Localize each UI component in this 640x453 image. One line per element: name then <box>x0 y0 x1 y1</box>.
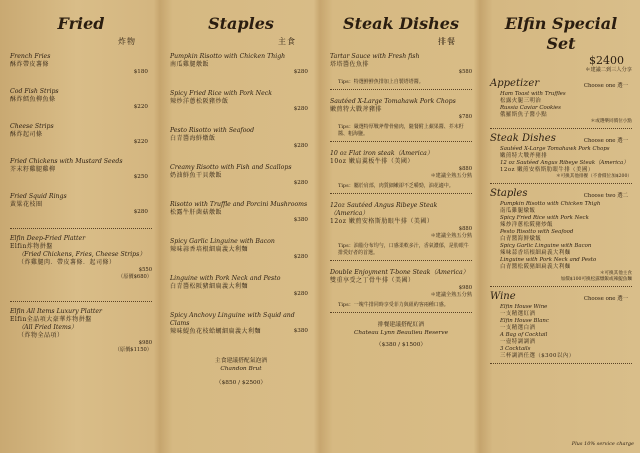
set-line: 松露火腿三明治 <box>500 98 542 104</box>
item-name-zh: 嫩煎特大戰斧豬排 <box>330 106 383 113</box>
choose-note: Choose two 選二 <box>583 193 628 199</box>
item-name-zh: 白青醬松阪豬細扁義大利麵 <box>170 283 249 290</box>
item-tip: Tips：嚴選特厚戰斧帶骨豬肉，隨餐附上蘋果醬、芥末籽醬、粗海鹽。 <box>338 124 464 137</box>
item-name-zh: 酥炸帶皮薯條 <box>10 61 50 68</box>
menu-item <box>10 193 152 215</box>
set-line: 一支精選白酒 <box>500 325 536 331</box>
platter-name-zh: Elfin全品項大豪華炸物拼盤 <box>10 316 92 323</box>
set-line: Sautéed X-Large Tomahawk Pork Chops <box>500 146 610 152</box>
item-price: $880 <box>458 166 472 172</box>
item-name-zh: 芥末籽雞腿雞柳 <box>10 166 56 173</box>
section-head: Wine <box>490 291 516 302</box>
divider <box>330 193 472 194</box>
steak-title: Steak Dishes <box>343 14 459 33</box>
item-note: ＊建議全熟五分熟 <box>430 292 472 298</box>
item-name-zh: 塔塔醬佐魚排 <box>330 61 370 68</box>
menu-item <box>330 53 472 90</box>
section-lines <box>500 304 632 360</box>
item-price: $880 <box>458 226 472 232</box>
set-line: Spicy Garlic Linguine with Bacon <box>500 243 592 249</box>
set-line: Spicy Fried Rice with Pork Neck <box>500 215 589 221</box>
item-tip: Tips：屬於肩部，肉質細嫩卻不乏嚼勁，油花適中。 <box>338 183 454 189</box>
pairing-wine: Chandon Brut <box>220 366 262 372</box>
set-line: 一壺特調調酒 <box>500 339 536 345</box>
item-name: Spicy Fried Rice with Pork Neck <box>170 90 272 97</box>
item-name-zh: 松露牛肝菌菇燉飯 <box>170 209 223 216</box>
luxury-platter <box>10 308 152 354</box>
item-name-zh: 10oz 嫩肩翼板牛排（美國） <box>330 158 414 165</box>
item-name-zh: 奶油鮮魚干貝燉飯 <box>170 172 223 179</box>
set-line: Pumpkin Risotto with Chicken Thigh <box>500 201 601 207</box>
item-name: Linguine with Pork Neck and Pesto <box>170 275 281 282</box>
set-line: 12 oz Sautéed Angus Ribeye Steak（America） <box>500 160 629 166</box>
item-name-zh: 白青醬海鮮燉飯 <box>170 135 216 142</box>
item-name: Spicy Anchovy Linguine with Squid and Clams <box>170 312 295 327</box>
item-name-zh: 南瓜雞腿燉飯 <box>170 61 210 68</box>
item-name: Spicy Garlic Linguine with Bacon <box>170 238 275 245</box>
special-price-note: ＊建議二到三人分享 <box>585 67 632 73</box>
staples-list <box>170 53 312 336</box>
section-lines <box>500 91 632 119</box>
item-price: $220 <box>133 139 148 145</box>
pairing-price: （$380 / $1500） <box>375 342 427 348</box>
item-name: 10 oz Flat iron steak（America） <box>330 150 434 157</box>
steak-pairing <box>330 321 472 349</box>
item-name: Risotto with Truffle and Porcini Mushrooms <box>170 201 308 208</box>
platter-detail: （Fried Chickens, Fries, Cheese Strips） <box>18 251 146 258</box>
set-line: 一支精選紅酒 <box>500 311 536 317</box>
set-line: Russia Caviar Cookies <box>500 105 561 111</box>
pairing-zh: 主食建議搭配氣泡酒 <box>214 358 268 364</box>
divider <box>490 363 632 364</box>
staples-pairing <box>170 357 312 387</box>
menu-item <box>10 123 152 145</box>
section-lines <box>500 146 632 174</box>
divider <box>490 128 632 129</box>
platter-orig-price: （原價$1150） <box>114 347 152 353</box>
item-name: Sautéed X-Large Tomahawk Pork Chops <box>330 98 456 105</box>
item-price: $380 <box>293 328 308 334</box>
item-name: Pumpkin Risotto with Chicken Thigh <box>170 53 286 60</box>
item-name-zh: 酥炸起司條 <box>10 131 43 138</box>
special-steak <box>490 133 632 184</box>
section-head: Staples <box>490 188 528 199</box>
set-line: 辣味蒜香培根細扁義大利麵 <box>500 250 571 256</box>
item-tip: Tips：油脂分布均勻，口感柔軟多汁，香氣濃郁，是肋眼牛排愛好者的首選。 <box>338 243 469 256</box>
set-line: 12oz 嫩煎安格斯肋眼牛排（美國） <box>500 167 594 173</box>
staples-title-zh: 主食 <box>278 37 296 46</box>
special-title: Elfin Special Set <box>504 14 618 53</box>
set-line: Pesto Risotto with Seafood <box>500 229 574 235</box>
set-line: Elfin House Wine <box>500 304 548 310</box>
item-name: Fried Squid Rings <box>10 193 67 200</box>
set-line: Ham Toast with Truffles <box>500 91 566 97</box>
menu-item <box>330 269 472 313</box>
item-note: ＊建議全熟五分熟 <box>430 173 472 179</box>
item-name-zh: 雙重享受之丁骨牛排（美國） <box>330 277 415 284</box>
set-line: 辣炒洋蔥松阪豬炒飯 <box>500 222 554 228</box>
platter-detail: （All Fried Items） <box>18 324 78 331</box>
set-line: 南瓜雞腿燉飯 <box>500 208 536 214</box>
fried-platter <box>10 235 152 281</box>
item-price: $280 <box>293 106 308 112</box>
item-name: Cheese Strips <box>10 123 54 130</box>
item-name: 12oz Sautéed Angus Ribeye Steak（America） <box>330 202 438 217</box>
menu-item <box>10 53 152 75</box>
set-line: 白青醬海鮮燉飯 <box>500 236 542 242</box>
menu-item <box>170 164 312 186</box>
item-price: $280 <box>293 180 308 186</box>
platter-price: $980 <box>138 340 152 346</box>
item-name: Creamy Risotto with Fish and Scallops <box>170 164 292 171</box>
divider <box>330 260 472 261</box>
set-line: A Bag of Cocktail <box>500 332 548 338</box>
item-price: $280 <box>293 143 308 149</box>
item-note: ＊建議全熟五分熟 <box>430 233 472 239</box>
menu-item <box>10 88 152 110</box>
set-line: 三杯調酒任選（$300以內） <box>500 353 575 359</box>
menu-item <box>170 238 312 260</box>
platter-name: Elfin Deep-Fried Platter <box>10 235 86 242</box>
item-name: Fried Chickens with Mustard Seeds <box>10 158 123 165</box>
menu-item <box>170 312 312 336</box>
set-line: 俄羅斯魚子醬小點 <box>500 112 548 118</box>
pairing-price: （$850 / $2500） <box>215 380 267 386</box>
divider <box>10 228 152 229</box>
steak-column <box>320 0 480 453</box>
choose-note: Choose one 選一 <box>583 138 628 144</box>
platter-price: $550 <box>138 267 152 273</box>
item-price: $380 <box>293 217 308 223</box>
section-note: ＊可換其他主食 加價$100可換松露燉飯或辣鯷魚麵 <box>560 271 632 282</box>
service-charge: Plus 10% service charge <box>571 441 634 447</box>
item-name-zh: 酥炸鱈魚柳魚條 <box>10 96 56 103</box>
section-lines <box>500 201 632 271</box>
set-line: Elfin House Blanc <box>500 318 549 324</box>
steak-title-zh: 排餐 <box>438 37 456 46</box>
steak-list <box>330 53 472 313</box>
section-note: ＊或選樂同價位小點 <box>590 119 632 124</box>
choose-note: Choose one 選一 <box>583 83 628 89</box>
set-line: Linguine with Pork Neck and Pesto <box>500 257 597 263</box>
pairing-wine: Chateau Lynn Beaulieu Reserve <box>353 330 449 336</box>
set-line: 白青醬松阪豬細扁義大利麵 <box>500 264 571 270</box>
divider <box>330 141 472 142</box>
item-price: $980 <box>458 285 472 291</box>
item-name-zh: 辣味鯷魚花枝蛤蠣細扁義大利麵 <box>170 328 262 335</box>
set-line: 嫩煎特大戰斧豬排 <box>500 153 548 159</box>
menu-item <box>10 158 152 180</box>
menu-item <box>170 127 312 149</box>
platter-name: Elfin All Items Luxury Platter <box>10 308 102 315</box>
platter-orig-price: （原價$680） <box>118 274 152 280</box>
special-price: $2400 <box>589 54 624 67</box>
item-tip: Tips：特選鮮鮮魚排加上自製塔塔醬。 <box>338 79 424 85</box>
divider <box>10 301 152 302</box>
item-name: Cod Fish Strips <box>10 88 59 95</box>
item-name: Tartar Sauce with Fresh fish <box>330 53 420 60</box>
menu-item <box>330 150 472 194</box>
platter-detail-zh: （炸物全品項） <box>18 332 64 339</box>
platter-detail-zh: （炸雞腿肉．帶皮薯條．起司條） <box>18 259 116 266</box>
divider <box>330 89 472 90</box>
fried-column <box>0 0 160 453</box>
item-name-zh: 12oz 嫩煎安格斯肋眼牛排（美國） <box>330 218 434 225</box>
menu-item <box>170 201 312 223</box>
special-appetizer <box>490 78 632 129</box>
menu-item <box>330 98 472 142</box>
fried-title-zh: 炸物 <box>118 37 136 46</box>
item-price: $250 <box>133 174 148 180</box>
divider <box>490 286 632 287</box>
item-price: $780 <box>458 114 472 120</box>
special-wine <box>490 291 632 364</box>
section-head: Steak Dishes <box>490 133 556 144</box>
set-line: 3 Cocktails <box>500 346 531 352</box>
divider <box>330 312 472 313</box>
item-name-zh: 黃粱花枝圈 <box>10 201 43 208</box>
section-head: Appetizer <box>490 78 540 89</box>
divider <box>490 183 632 184</box>
staples-title: Staples <box>208 14 274 33</box>
pairing-zh: 排餐建議搭配紅酒 <box>377 322 425 328</box>
item-name: Double Enjoyment T-bone Steak（America） <box>330 269 469 276</box>
special-staples <box>490 188 632 287</box>
fried-list <box>10 53 152 215</box>
fried-title: Fried <box>57 14 105 33</box>
menu-item <box>170 53 312 75</box>
special-sections <box>490 78 632 364</box>
menu-item <box>170 90 312 112</box>
menu-item <box>170 275 312 297</box>
item-price: $280 <box>293 254 308 260</box>
item-name: French Fries <box>10 53 51 60</box>
item-name-zh: 辣炒洋蔥松阪豬炒飯 <box>170 98 229 105</box>
item-price: $220 <box>133 104 148 110</box>
item-tip: Tips：一塊牛排同時享受菲力與紐約客兩種口感。 <box>338 302 449 308</box>
menu-item <box>330 202 472 261</box>
item-price: $280 <box>133 209 148 215</box>
item-name-zh: 辣味蒜香培根細扁義大利麵 <box>170 246 249 253</box>
section-note: ＊可換其他排餐（不會價位加$200） <box>555 174 632 179</box>
item-price: $280 <box>293 291 308 297</box>
choose-note: Choose one 選一 <box>583 296 628 302</box>
special-column <box>480 0 640 453</box>
platter-name-zh: Elfin炸物拼盤 <box>10 243 53 250</box>
item-name: Pesto Risotto with Seafood <box>170 127 255 134</box>
item-price: $180 <box>133 69 148 75</box>
staples-column <box>160 0 320 453</box>
item-price: $280 <box>293 69 308 75</box>
item-price: $580 <box>458 69 472 75</box>
